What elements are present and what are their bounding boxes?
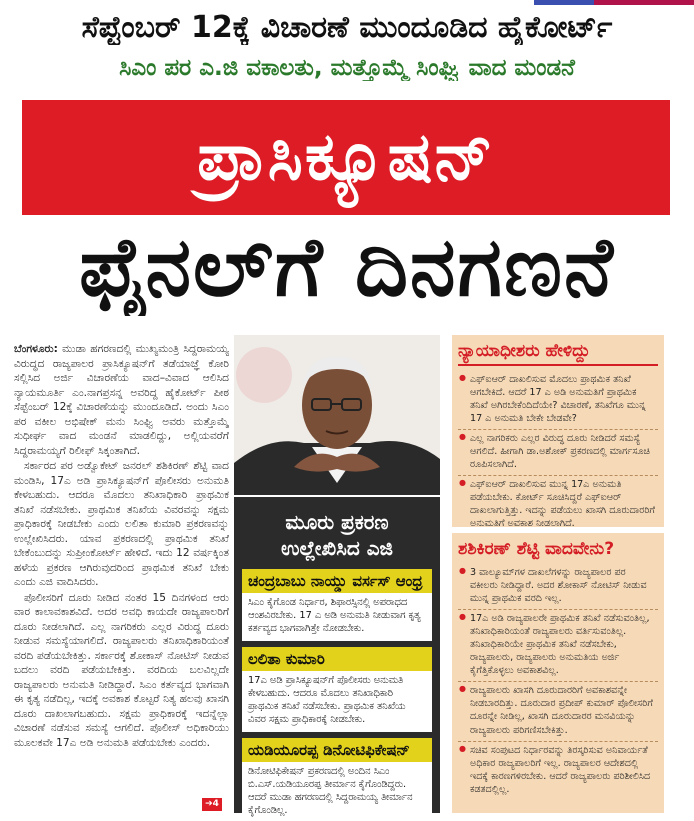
case-item xyxy=(242,569,432,641)
case-item xyxy=(242,738,432,821)
dateline: ಬೆಂಗಳೂರು: xyxy=(14,343,58,355)
case-title: ಯಡಿಯೂರಪ್ಪ ಡಿನೋಟಿಫಿಕೇಷನ್ xyxy=(242,738,432,762)
list-item: ● ಎಫ್‌ಐಆರ್ ದಾಖಲಿಸುವ ಮೊದಲು ಪ್ರಾಥಮಿಕ ತನಿಖೆ ಆಗಬೇಕಿದೆ. ಆದರೆ 17 ಎ ಅಡಿ ಅನುಮತಿಗೆ ಪ್ರಾಥಮಿಕ ತನಿಖೆ ಅಗಿರಬೇಕೆಂದಿದೆಯೇ? ವಿಚಾರಣೆ, ತನಿಖೆಗೂ ಮುನ್ನ 17 ಎ ಅನುಮತಿ ಬೇಕೇ ಬೇಡವೇ? xyxy=(458,371,658,430)
portrait-illustration xyxy=(234,335,440,495)
continued-page-marker: ➔4 xyxy=(202,798,222,811)
ag-panel-title: ಶಶಿಕಿರಣ್ ಶೆಟ್ಟಿ ವಾದವೇನು? xyxy=(458,539,615,559)
article-paragraph-2: ಸರ್ಕಾರದ ಪರ ಅಡ್ವೊಕೇಟ್ ಜನರಲ್ ಶಶಿಕಿರಣ್ ಶೆಟ್ಟಿ ವಾದ ಮಂಡಿಸಿ, 17ಎ ಅಡಿ ಪ್ರಾಸಿಕ್ಯೂಷನ್‌ಗೆ ಪೊಲೀಸರು ಅನುಮತಿ ಕೇಳಬಹುದು. ಆದರೂ ಮೊದಲು ತನಿಖಾಧಿಕಾರಿ ಪ್ರಾಥಮಿಕ ತನಿಖೆ ನಡೆಸಬೇಕು. ಪ್ರಾಥಮಿಕ ತನಿಖೆಯ ವಿವರವನ್ನು ಸಕ್ಷಮ ಪ್ರಾಧಿಕಾರಕ್ಕೆ ನೀಡಬೇಕು ಎಂದು ಲಲಿತಾ ಕುಮಾರಿ ಪ್ರಕರಣವನ್ನು ಉಲ್ಲೇಖಿಸಿದರು. ಯಾವ ಪ್ರಕರಣದಲ್ಲಿ ಪ್ರಾಥಮಿಕ ತನಿಖೆ ಬೇಕೆಂಬುದನ್ನು ಸುಪ್ರೀಂಕೋರ್ಟ್ ಹೇಳಿದೆ. ಇದು 12 ವರ್ಷಕ್ಕಿಂತ ಹಳೆಯ ಪ್ರಕರಣ ಆಗಿರುವುದರಿಂದ ಪ್ರಾಥಮಿಕ ತನಿಖೆ ಬೇಕು ಎಂದು ಎಜಿ ವಾದಿಸಿದರು. xyxy=(14,460,229,588)
article-body xyxy=(14,342,229,812)
judge-panel-title: ನ್ಯಾಯಾಧೀಶರು ಹೇಳಿದ್ದು xyxy=(458,341,658,366)
case-title: ಚಂದ್ರಬಾಬು ನಾಯ್ಡು ವರ್ಸಸ್ ಆಂಧ್ರ xyxy=(242,569,432,593)
list-item: ● 3 ವಾಲ್ಯೂಮ್‌ಗಳ ದಾಖಲೆಗಳನ್ನು ರಾಜ್ಯಪಾಲರ ಪರ ವಕೀಲರು ನೀಡಿದ್ದಾರೆ. ಅದರ ಶೋಕಾಸ್ ನೋಟಿಸ್ ನೀಡುವ ಮುನ್ನ ಪ್ರಾಥಮಿಕ ವರದಿ ಇಲ್ಲ. xyxy=(458,564,658,610)
kicker-line-1: ಸೆಪ್ಟೆಂಬರ್ 12ಕ್ಕೆ ವಿಚಾರಣೆ ಮುಂದೂಡಿದ ಹೈಕೋರ್ಟ್ xyxy=(81,10,613,45)
main-headline: ಫೈನಲ್‌ಗೆ ದಿನಗಣನೆ xyxy=(79,220,615,315)
article-paragraph-3: ಪೊಲೀಸರಿಗೆ ದೂರು ನೀಡಿದ ನಂತರ 15 ದಿನಗಳಂದ ಆರು ವಾರ ಕಾಲಾವಕಾಶವಿದೆ. ಅದರ ಅವಧಿ ಕಾಯದೇ ರಾಜ್ಯಪಾಲರಿಗೆ ದೂರು ನೀಡಲಾಗಿದೆ. ಎಲ್ಲ ನಾಗರಿಕರು ಎಲ್ಲರ ವಿರುದ್ಧ ದೂರು ನೀಡುವ ಸಮಸ್ಯೆಯಾಗಲಿದೆ. ರಾಜ್ಯಪಾಲರು ತನಿಖಾಧಿಕಾರಿಯಂತೆ ವರದಿ ಪಡೆಯಬೇಕಿತ್ತು. ಸರ್ಕಾರಕ್ಕೆ ಶೋಕಾಸ್ ನೋಟಿಸ್ ನೀಡುವ ಬದಲು ವರದಿ ಪಡೆಯಬೇಕಿತ್ತು. ವರದಿಯ ಬಲವಿಲ್ಲದೇ ರಾಜ್ಯಪಾಲರು ಅನುಮತಿ ನೀಡಿದ್ದಾರೆ. ಸಿಎಂ ಕರ್ತವ್ಯದ ಭಾಗವಾಗಿ ಈ ಕೃತ್ಯ ನಡೆದಿಲ್ಲ, ಇದಕ್ಕೆ ಅವಕಾಶ ಕೊಟ್ಟರೆ ನಿತ್ಯ ಹಲವು ಖಾಸಗಿ ದೂರು ದಾಖಲಾಗಬಹುದು. ಸಕ್ಷಮ ಪ್ರಾಧಿಕಾರಕ್ಕೆ ಇದನ್ನೆಲ್ಲಾ ವಿಚಾರಣೆ ನಡೆಸುವ ಸಮಸ್ಯೆ ಆಗಲಿದೆ. ಪೊಲೀಸ್ ಅಧಿಕಾರಿಯು ಮೂಲಕವೇ 17ಎ ಅಡಿ ಅನುಮತಿ ಪಡೆಯಬೇಕು ಎಂದರು. xyxy=(14,591,229,749)
case-item xyxy=(242,647,432,732)
cm-photo xyxy=(234,335,440,495)
kicker-line-2: ಸಿಎಂ ಪರ ಎ.ಜಿ ವಕಾಲತು, ಮತ್ತೊಮ್ಮೆ ಸಿಂಘ್ವಿ ವಾದ ಮಂಡನೆ xyxy=(119,55,575,81)
red-headline-band xyxy=(22,100,670,215)
list-item: ● 17ಎ ಅಡಿ ರಾಜ್ಯಪಾಲರೇ ಪ್ರಾಥಮಿಕ ತನಿಖೆ ನಡೆಸುವಂತಿಲ್ಲ, ತನಿಖಾಧಿಕಾರಿಯಂತೆ ರಾಜ್ಯಪಾಲರು ವರ್ತಿಸುವಂತಿಲ್ಲ. ತನಿಖಾಧಿಕಾರಿಯೇ ಪ್ರಾಥಮಿಕ ತನಿಖೆ ನಡೆಸಬೇಕು, ರಾಜ್ಯಪಾಲರು, ರಾಜ್ಯಪಾಲರು ಅನುಮತಿಯ ಅರ್ಜಿ ಕೈಗೆತ್ತಿಕೊಳ್ಳಲು ಅವಕಾಶವಿಲ್ಲ. xyxy=(458,610,658,682)
three-cases-panel xyxy=(234,497,440,817)
case-text: ಸಿಎಂ ಕೈಗೊಂಡ ನಿರ್ಧಾರ, ಶಿಫಾರಸ್ಸಿನಲ್ಲಿ ಅಪರಾಧದ ಆಂಶವಿರಬೇಕು. 17 ಎ ಅಡಿ ಅನುಮತಿ ನೀಡುವಾಗ ಕೃತ್ಯ ಕರ್ತವ್ಯದ ಭಾಗವಾಗಿತ್ತೇ ನೋಡಬೇಕು. xyxy=(242,593,432,641)
case-text: ಡಿನೋಟಿಫಿಕೇಷನ್ ಪ್ರಕರಣದಲ್ಲಿ ಅಂದಿನ ಸಿಎಂ ಬಿ.ಎಸ್.ಯಡಿಯೂರಪ್ಪ ತೀರ್ಮಾನ ಕೈಗೊಂಡಿದ್ದರು. ಆದರೆ ಮುಡಾ ಹಗರಣದಲ್ಲಿ ಸಿದ್ದರಾಮಯ್ಯ ತೀರ್ಮಾನ ಕೈಗೊಂಡಿಲ್ಲ. xyxy=(242,762,432,821)
case-title: ಲಲಿತಾ ಕುಮಾರಿ xyxy=(242,647,432,671)
top-color-strip xyxy=(0,0,694,5)
red-headline: ಪ್ರಾಸಿಕ್ಯೂಷನ್ xyxy=(197,118,495,195)
case-text: 17ಎ ಅಡಿ ಪ್ರಾಸಿಕ್ಯೂಷನ್‌ಗೆ ಪೊಲೀಸರು ಅನುಮತಿ ಕೇಳಬಹುದು. ಆದರೂ ಮೊದಲು ತನಿಖಾಧಿಕಾರಿ ಪ್ರಾಥಮಿಕ ತನಿಖೆ ನಡೆಸಬೇಕು. ಪ್ರಾಥಮಿಕ ತನಿಖೆಯ ವಿವರ ಸಕ್ಷಮ ಪ್ರಾಧಿಕಾರಕ್ಕೆ ನೀಡಬೇಕು. xyxy=(242,671,432,732)
judge-remarks-list xyxy=(458,371,658,535)
article-paragraph-1: ಬೆಂಗಳೂರು: ಮುಡಾ ಹಗರಣದಲ್ಲಿ ಮುಖ್ಯಮಂತ್ರಿ ಸಿದ್ದರಾಮಯ್ಯ ವಿರುದ್ಧದ ರಾಜ್ಯಪಾಲರ ಪ್ರಾಸಿಕ್ಯೂಷನ್‌ಗೆ ತಡೆಯಾಜ್ಞೆ ಕೋರಿ ಸಲ್ಲಿಸಿದ ಅರ್ಜಿ ವಿಚಾರಣೆಯ ವಾದ–ವಿವಾದ ಆಲಿಸಿದ ನ್ಯಾಯಮೂರ್ತಿ ಎಂ.ನಾಗಪ್ರಸನ್ನ ಅವರಿದ್ದ ಹೈಕೋರ್ಟ್ ಪೀಠ ಸೆಪ್ಟೆಂಬರ್ 12ಕ್ಕೆ ವಿಚಾರಣೆಯನ್ನು ಮುಂದೂಡಿದೆ. ಅಂದು ಸಿಎಂ ಪರ ವಕೀಲ ಅಭಿಷೇಕ್ ಮನು ಸಿಂಘ್ವಿ ಅವರು ಮತ್ತೊಮ್ಮೆ ಸುಧೀರ್ಘ ವಾದ ಮಂಡನೆ ಮಾಡಲಿದ್ದು, ಅಲ್ಲಿಯವರೆಗೆ ಸಿದ್ದರಾಮಯ್ಯಗೆ ರಿಲೀಫ್ ಸಿಕ್ಕಂತಾಗಿದೆ. xyxy=(14,343,229,457)
list-item: ● ರಾಜ್ಯಪಾಲರು ಖಾಸಗಿ ದೂರುದಾರರಿಗೆ ಅವಕಾಶವನ್ನೇ ನೀಡಬಾರದಿತ್ತು. ದೂರುದಾರ ಪ್ರದೀಪ್ ಕುಮಾರ್ ಪೊಲೀಸರಿಗೆ ದೂರನ್ನೇ ನೀಡಿಲ್ಲ, ಖಾಸಗಿ ದೂರುದಾರರ ಮನವಿಯನ್ನು ರಾಜ್ಯಪಾಲರು ಪರಿಗಣಿಸಬೇಕಿತ್ತು. xyxy=(458,682,658,741)
list-item: ● ಎಫ್‌ಐಆರ್ ದಾಖಲಿಸುವ ಮುನ್ನ 17ಎ ಅನುಮತಿ ಪಡೆಯಬೇಕು. ಕೋರ್ಟ್ ಸೂಚಿಸಿದ್ದರೆ ಎಫ್‌ಐಆರ್ ದಾಖಲಾಗುತ್ತಿತ್ತು. ಇದನ್ನು ಪಡೆಯಲು ಖಾಸಗಿ ದೂರುದಾರರಿಗೆ ಅನುಮತಿಗೆ ಅವಕಾಶ ನೀಡಲಾಗಿದೆ. xyxy=(458,476,658,534)
list-item: ● ಸಚಿವ ಸಂಪುಟದ ನಿರ್ಧಾರವನ್ನು ತಿರಸ್ಕರಿಸುವ ಅನಿವಾರ್ಯತೆ ಅಧಿಕಾರ ರಾಜ್ಯಪಾಲರಿಗೆ ಇಲ್ಲ. ರಾಜ್ಯಪಾಲರ ಆದೇಶದಲ್ಲಿ ಇದಕ್ಕೆ ಕಾರಣಗಳಿರಬೇಕು. ಆದರೆ ರಾಜ್ಯಪಾಲರು ಪರಿಶೀಲಿಸಿದ ಕಡತದಲ್ಲಿಲ್ಲ. xyxy=(458,742,658,800)
judge-remarks-panel xyxy=(452,335,664,530)
panel-title: ಮೂರು ಪ್ರಕರಣ ಉಲ್ಲೇಖಿಸಿದ ಎಜಿ xyxy=(281,510,393,560)
list-item: ● ಎಲ್ಲ ನಾಗರಿಕರು ಎಲ್ಲರ ವಿರುದ್ಧ ದೂರು ನೀಡಿದರೆ ಸಮಸ್ಯೆ ಆಗಲಿದೆ. ಹೀಗಾಗಿ ಡಾ.ಅಶೋಕ್ ಪ್ರಕರಣದಲ್ಲಿ ಮಾರ್ಗಸೂಚಿ ರೂಪಿಸಲಾಗಿದೆ. xyxy=(458,430,658,476)
ag-arguments-list xyxy=(458,564,658,800)
ag-arguments-panel xyxy=(452,533,664,813)
